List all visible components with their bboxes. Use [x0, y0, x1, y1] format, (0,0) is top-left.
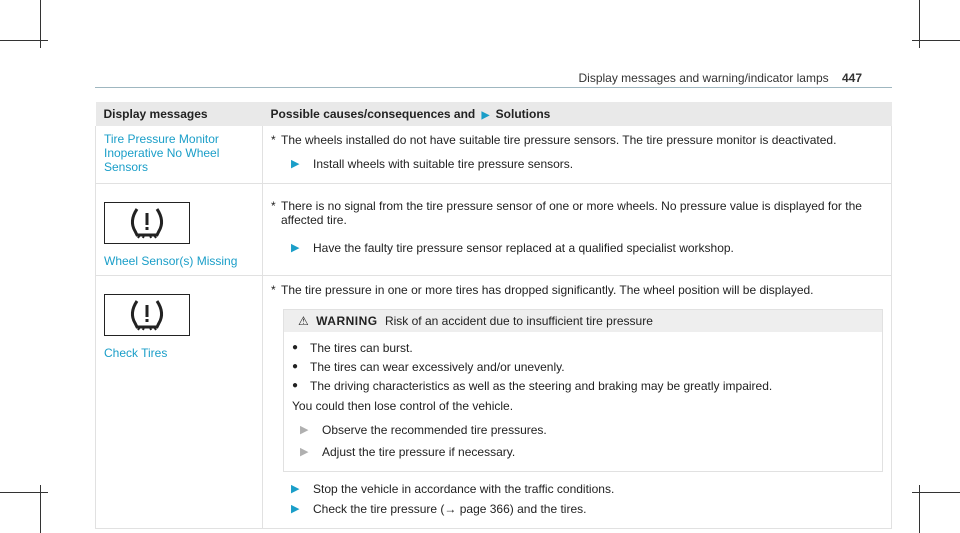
bullet-icon: ● — [292, 361, 299, 372]
header-text: Solutions — [495, 107, 551, 121]
crop-mark — [912, 40, 960, 41]
asterisk-icon: * — [271, 199, 276, 213]
solution-step — [300, 445, 874, 459]
warning-header — [284, 310, 882, 332]
solution-step — [291, 157, 883, 171]
solution-text: Observe the recommended tire pressures. — [322, 423, 547, 437]
cause-text: There is no signal from the tire pressure sensor of one or more wheels. No pressure value is displayed for the affected tire. — [281, 199, 862, 227]
message-cell — [96, 276, 263, 529]
table-header-row — [96, 102, 892, 126]
column-header-messages: Display messages — [96, 102, 263, 126]
asterisk-icon: * — [271, 133, 276, 147]
bullet-text: The driving characteristics as well as the steering and braking may be greatly impaired. — [310, 379, 773, 393]
play-arrow-icon: ▶ — [291, 242, 300, 254]
header-rule — [95, 87, 892, 88]
display-messages-table — [95, 102, 892, 529]
cause-text: The tire pressure in one or more tires has dropped significantly. The wheel position will be displayed. — [281, 283, 814, 297]
message-link[interactable]: Tire Pressure Monitor Inoperative No Wheel Sensors — [104, 132, 220, 174]
play-arrow-icon: ▶ — [291, 503, 300, 515]
section-title: Display messages and warning/indicator lamps — [578, 71, 829, 85]
message-cell — [96, 126, 263, 184]
cause-line — [271, 133, 883, 147]
bullet-icon: ● — [292, 380, 299, 391]
solution-step — [291, 482, 883, 496]
play-arrow-icon: ▶ — [481, 110, 490, 121]
table-row — [96, 184, 892, 276]
solution-step — [291, 241, 883, 255]
table-row — [96, 126, 892, 184]
crop-mark — [0, 40, 48, 41]
solution-cell — [263, 126, 892, 184]
bullet-icon: ● — [292, 342, 299, 353]
page-header — [579, 71, 863, 85]
warning-text: Risk of an accident due to insufficient tire pressure — [384, 314, 653, 328]
message-link[interactable]: Wheel Sensor(s) Missing — [104, 254, 238, 268]
play-arrow-icon: ▶ — [291, 483, 300, 495]
solution-text: Have the faulty tire pressure sensor replaced at a qualified specialist workshop. — [313, 241, 734, 255]
solution-text[interactable]: Check the tire pressure (→ page 366) and the tires. — [313, 502, 587, 516]
warning-note: You could then lose control of the vehicle. — [292, 399, 514, 413]
solution-text: Stop the vehicle in accordance with the traffic conditions. — [313, 482, 615, 496]
message-cell — [96, 184, 263, 276]
column-header-solutions — [263, 102, 892, 126]
tire-pressure-warning-icon — [104, 202, 190, 244]
solution-text: Adjust the tire pressure if necessary. — [322, 445, 516, 459]
solution-cell — [263, 276, 892, 529]
list-item — [292, 341, 874, 355]
list-item — [292, 360, 874, 374]
crop-mark — [912, 492, 960, 493]
tire-pressure-warning-icon — [125, 205, 169, 241]
crop-mark — [0, 492, 48, 493]
cause-text: The wheels installed do not have suitable tire pressure sensors. The tire pressure monitor is deactivated. — [281, 133, 837, 147]
solution-step — [291, 502, 883, 516]
solution-step — [300, 423, 874, 437]
warning-triangle-icon: ⚠ — [298, 314, 309, 328]
message-link[interactable]: Check Tires — [104, 346, 168, 360]
cause-line — [271, 283, 883, 297]
asterisk-icon: * — [271, 283, 276, 297]
cause-line — [271, 199, 883, 227]
bullet-text: The tires can burst. — [310, 341, 413, 355]
play-arrow-icon: ▶ — [291, 158, 300, 170]
bullet-text: The tires can wear excessively and/or unevenly. — [310, 360, 565, 374]
header-text: Possible causes/consequences and — [270, 107, 476, 121]
tire-pressure-warning-icon — [104, 294, 190, 336]
tire-pressure-warning-icon — [125, 297, 169, 333]
list-item — [292, 379, 874, 393]
page-number: 447 — [841, 71, 862, 85]
warning-body — [284, 332, 882, 471]
play-arrow-icon: ▶ — [300, 424, 309, 436]
solution-text: Install wheels with suitable tire pressure sensors. — [313, 157, 574, 171]
warning-label: WARNING — [316, 314, 378, 328]
solution-cell — [263, 184, 892, 276]
table-row — [96, 276, 892, 529]
warning-box — [283, 309, 883, 472]
play-arrow-icon: ▶ — [300, 446, 309, 458]
